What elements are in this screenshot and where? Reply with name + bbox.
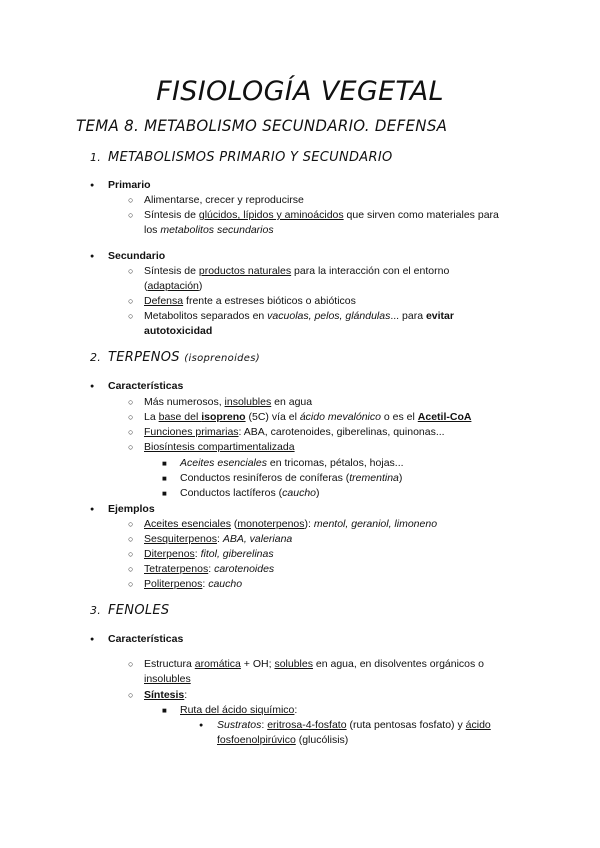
section-number: 2.	[90, 351, 102, 364]
section-title: METABOLISMOS PRIMARIO Y SECUNDARIO	[108, 150, 393, 165]
section-number: 3.	[90, 604, 102, 617]
section-title: FENOLES	[108, 603, 170, 618]
page-title: FISIOLOGÍA VEGETAL	[156, 76, 444, 107]
section-1-heading	[90, 150, 393, 165]
topic-heading: TEMA 8. METABOLISMO SECUNDARIO. DEFENSA	[76, 116, 448, 135]
section-title: TERPENOS	[108, 350, 180, 365]
section-number: 1.	[90, 151, 102, 164]
section-3-heading	[90, 603, 169, 618]
section-2-heading	[90, 350, 260, 365]
section-subtitle: (isoprenoides)	[184, 353, 260, 364]
